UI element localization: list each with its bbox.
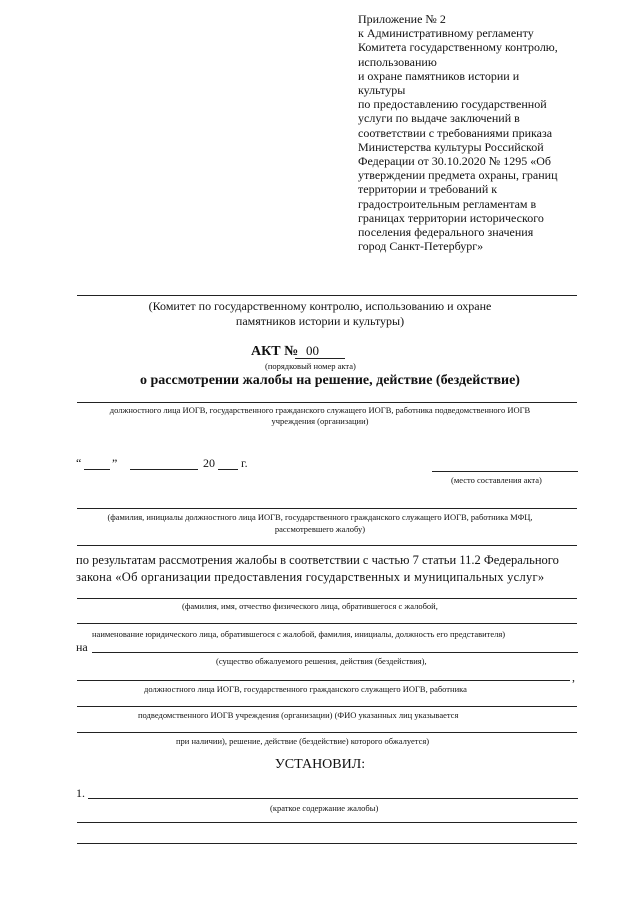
- subject-caption-3: при наличии), решение, действие (бездействие) которого обжалуется): [176, 736, 430, 746]
- reviewer-field-line: [77, 508, 577, 509]
- applicant-caption: (фамилия, имя, отчество физического лица, обратившегося с жалобой,: [182, 601, 438, 611]
- appendix-line: границах территории исторического: [358, 210, 544, 225]
- legal-field-line: [77, 623, 577, 624]
- act-label: АКТ №: [251, 344, 299, 359]
- appendix-line: Комитета государственному контролю,: [358, 40, 558, 55]
- act-number-caption: (порядковый номер акта): [265, 361, 356, 371]
- appendix-line: к Административному регламенту: [358, 26, 534, 41]
- body-line-1: по результатам рассмотрения жалобы в соответствии с частью 7 статьи 11.2 Федерального: [76, 553, 559, 567]
- date-day-line: [84, 469, 110, 470]
- on-label: на: [76, 640, 88, 654]
- act-title: о рассмотрении жалобы на решение, действие (бездействие): [140, 373, 520, 388]
- reviewer-extra-line: [77, 545, 577, 546]
- item-1-number: 1.: [76, 786, 85, 800]
- date-close-quote: ”: [112, 456, 118, 470]
- established-heading: УСТАНОВИЛ:: [274, 757, 366, 772]
- appendix-line: использованию: [358, 54, 437, 69]
- reviewer-caption-2: рассмотревшего жалобу): [274, 524, 366, 534]
- appendix-line: поселения федерального значения: [358, 225, 534, 240]
- essence-caption: (существо обжалуемого решения, действия (бездействия),: [216, 656, 427, 666]
- summary-line-3: [77, 843, 577, 844]
- subject-caption-1: должностного лица ИОГВ, государственного гражданского служащего ИОГВ, работника: [144, 684, 467, 694]
- date-year-suffix: г.: [241, 456, 248, 470]
- summary-line-2: [77, 822, 577, 823]
- committee-field-line: [77, 295, 577, 296]
- official-caption-1: должностного лица ИОГВ, государственного гражданского служащего ИОГВ, работника подведомственного ИОГВ: [109, 405, 531, 415]
- date-open-quote: “: [76, 456, 82, 470]
- appendix-line: территории и требований к: [358, 182, 498, 197]
- date-month-line: [130, 469, 198, 470]
- place-caption: (место составления акта): [451, 475, 542, 485]
- committee-caption-2: памятников истории и культуры): [235, 314, 405, 328]
- committee-caption-1: (Комитет по государственному контролю, использованию и охране: [148, 299, 492, 313]
- legal-caption: наименование юридического лица, обратившегося с жалобой, фамилия, инициалы, должность его представителя): [92, 629, 506, 639]
- date-year-line: [218, 469, 238, 470]
- essence-field-line: [92, 652, 578, 653]
- appendix-line: Приложение № 2: [358, 12, 446, 26]
- summary-caption: (краткое содержание жалобы): [270, 803, 379, 813]
- subject-field-line-1: [77, 706, 577, 707]
- reviewer-caption-1: (фамилия, инициалы должностного лица ИОГВ, государственного гражданского служащего ИОГВ, работника МФЦ,: [107, 512, 533, 522]
- official-field-line: [77, 402, 577, 403]
- subject-field-line-2: [77, 732, 577, 733]
- act-number: 00: [306, 343, 319, 358]
- date-year-prefix: 20: [203, 456, 215, 470]
- official-caption-2: учреждения (организации): [271, 416, 369, 426]
- appendix-line: Министерства культуры Российской: [358, 139, 544, 154]
- appendix-line: и охране памятников истории и: [358, 68, 520, 83]
- comma-mark: ,: [572, 670, 575, 684]
- appendix-line: по предоставлению государственной: [358, 97, 547, 112]
- place-field-line: [432, 471, 578, 472]
- body-line-2: закона «Об организации предоставления государственных и муниципальных услуг»: [76, 570, 545, 584]
- appendix-line: Федерации от 30.10.2020 № 1295 «Об: [358, 154, 551, 169]
- appendix-header: [358, 12, 610, 253]
- act-number-line: [295, 358, 345, 359]
- appendix-line: соответствии с требованиями приказа: [358, 125, 553, 140]
- appendix-line: градостроительным регламентам в: [358, 196, 537, 211]
- appendix-line: город Санкт-Петербург»: [358, 239, 484, 254]
- subject-caption-2: подведомственного ИОГВ учреждения (организации) (ФИО указанных лиц указывается: [138, 710, 459, 720]
- item-1-field-line: [88, 798, 578, 799]
- essence-extra-line: [77, 680, 570, 681]
- appendix-line: утверждении предмета охраны, границ: [358, 168, 558, 183]
- applicant-field-line: [77, 598, 577, 599]
- appendix-line: культуры: [358, 83, 406, 98]
- appendix-line: услуги по выдаче заключений в: [358, 111, 520, 126]
